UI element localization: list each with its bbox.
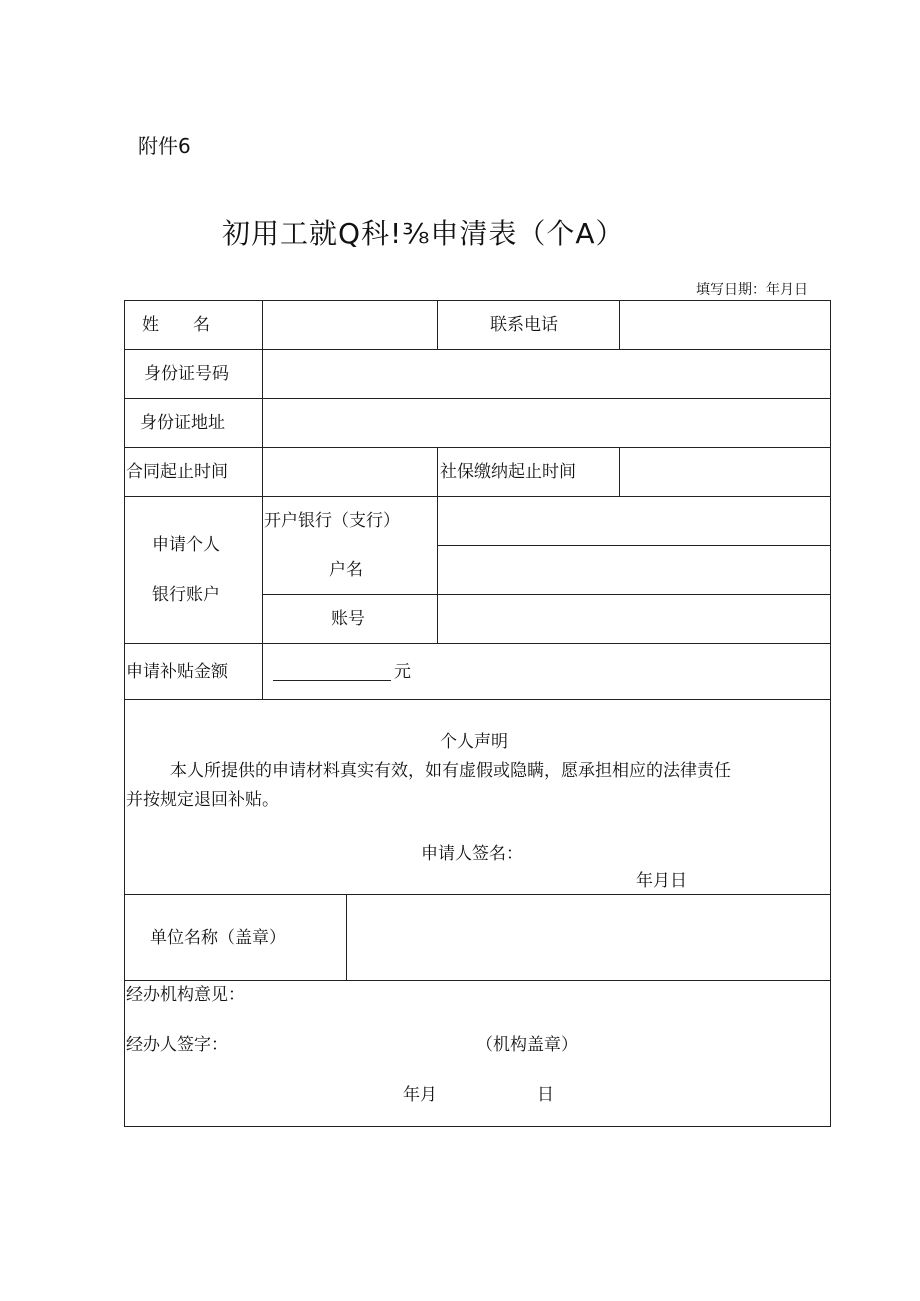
row-divider xyxy=(124,894,831,895)
col-divider xyxy=(619,447,620,496)
id-address-label: 身份证地址 xyxy=(140,413,225,433)
col-divider xyxy=(262,349,263,447)
agency-date-day: 日 xyxy=(537,1085,554,1105)
fill-date: 填写日期：年月日 xyxy=(696,282,808,298)
application-form xyxy=(124,300,831,1127)
bank-name-label: 开户银行（支行） xyxy=(264,511,400,531)
col-divider xyxy=(437,447,438,496)
account-name-label: 户名 xyxy=(329,560,363,580)
subsidy-amount-unit: 元 xyxy=(394,662,411,682)
bank-account-label-line2: 银行账户 xyxy=(152,585,220,605)
row-divider xyxy=(437,545,831,546)
row-divider xyxy=(124,980,831,981)
agency-seal-label: （机构盖章） xyxy=(476,1035,578,1055)
applicant-signature-label: 申请人签名： xyxy=(421,844,523,864)
row-divider xyxy=(124,699,831,700)
row-divider xyxy=(124,398,831,399)
col-divider xyxy=(437,496,438,643)
declaration-text-line2: 并按规定退回补贴。 xyxy=(126,790,279,810)
subsidy-amount-label: 申请补贴金额 xyxy=(126,662,228,682)
row-divider xyxy=(124,447,831,448)
row-divider xyxy=(124,496,831,497)
declaration-heading: 个人声明 xyxy=(440,732,508,752)
col-divider xyxy=(262,496,263,643)
phone-label: 联系电话 xyxy=(490,315,558,335)
bank-account-label-line1: 申请个人 xyxy=(152,535,220,555)
col-divider xyxy=(262,643,263,699)
agency-opinion-label: 经办机构意见： xyxy=(126,985,245,1005)
unit-name-label: 单位名称（盖章） xyxy=(150,928,286,948)
col-divider xyxy=(346,894,347,980)
form-title: 初用工就Q科!⅜申清表（个A） xyxy=(222,217,625,250)
account-number-label: 账号 xyxy=(331,609,365,629)
col-divider xyxy=(262,447,263,496)
col-divider xyxy=(437,300,438,349)
row-divider xyxy=(124,643,831,644)
attachment-label: 附件6 xyxy=(138,134,191,158)
subsidy-amount-blank[interactable] xyxy=(273,680,391,681)
declaration-text-line1: 本人所提供的申请材料真实有效，如有虚假或隐瞒，愿承担相应的法律责任 xyxy=(170,761,731,781)
agency-date-year-month: 年月 xyxy=(403,1085,437,1105)
name-label: 姓 名 xyxy=(142,315,210,335)
contract-period-label: 合同起止时间 xyxy=(126,462,228,482)
handler-signature-label: 经办人签字： xyxy=(126,1035,228,1055)
row-divider xyxy=(124,349,831,350)
col-divider xyxy=(262,300,263,349)
social-security-period-label: 社保缴纳起止时间 xyxy=(440,462,576,482)
id-number-label: 身份证号码 xyxy=(144,364,229,384)
row-divider xyxy=(262,594,831,595)
declaration-date-label: 年月日 xyxy=(636,871,687,891)
col-divider xyxy=(619,300,620,349)
